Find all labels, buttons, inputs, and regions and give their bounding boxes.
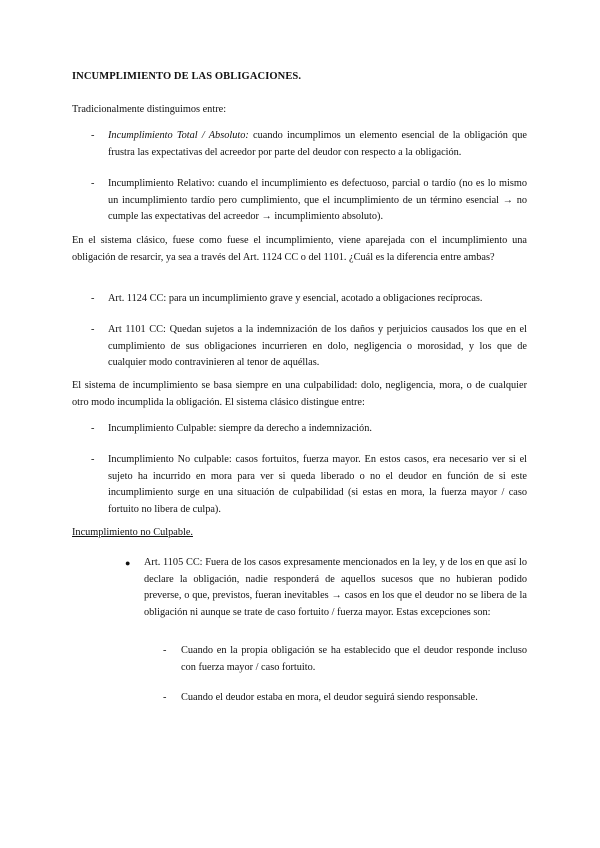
term-italic: Incumplimiento Total / Absoluto:	[108, 130, 249, 141]
classic-system-paragraph: En el sistema clásico, fuese como fuese el incumplimiento, viene aparejada con el incumplimiento una obligación de resarcir, ya sea a través del Art. 1124 CC o del 1101. ¿Cuál es la diferencia entre ambas?	[72, 235, 527, 263]
dash-marker: -	[91, 130, 95, 141]
dash-marker: -	[163, 645, 167, 656]
list-item-relative	[91, 176, 527, 226]
list-item-no-culpable	[91, 452, 527, 518]
list-item-text: Incumplimiento Relativo: cuando el incumplimiento es defectuoso, parcial o tardío (no es lo mismo un incumplimiento tardío pero cumplimiento, que el incumplimiento de un término esencial → no cumple las expectativas del acreedor → incumplimiento absoluto).	[108, 178, 527, 223]
list-item-text: Art. 1124 CC: para un incumplimiento grave y esencial, acotado a obligaciones recíprocas.	[108, 293, 483, 304]
dash-marker: -	[91, 293, 95, 304]
list-item-total	[91, 128, 527, 161]
dash-marker: -	[91, 324, 95, 335]
document-title: INCUMPLIMIENTO DE LAS OBLIGACIONES.	[72, 71, 302, 82]
dash-marker: -	[163, 692, 167, 703]
bullet-art-1105	[125, 555, 527, 621]
list-item-text: Incumplimiento Culpable: siempre da derecho a indemnización.	[108, 423, 372, 434]
exception-item	[163, 643, 527, 676]
exception-text: Cuando en la propia obligación se ha establecido que el deudor responde incluso con fuerza mayor / caso fortuito.	[181, 645, 527, 673]
section-heading: Incumplimiento no Culpable.	[72, 527, 193, 538]
list-item-art-1124	[91, 291, 527, 308]
culpability-paragraph: El sistema de incumplimiento se basa siempre en una culpabilidad: dolo, negligencia, mora, o de cualquier otro modo incumplida la obligación. El sistema clásico distingue entre:	[72, 380, 527, 408]
list-item-text: Incumplimiento No culpable: casos fortuitos, fuerza mayor. En estos casos, era necesario ver si el sujeto ha incurrido en mora para ver si queda liberado o no el deudor en función de si este incumplimiento surge en una situación de culpabilidad (si estas en mora, la fuerza mayor / caso fortuito no libera de culpa).	[108, 454, 527, 515]
intro-paragraph: Tradicionalmente distinguimos entre:	[72, 104, 227, 115]
list-item-art-1101	[91, 322, 527, 372]
bullet-text: Art. 1105 CC: Fuera de los casos expresamente mencionados en la ley, y de los en que así lo declare la obligación, nadie responderá de aquellos sucesos que no hubieran podido preverse, o que, previstos, fueran inevitables → casos en los que el deudor no se libera de la obligación ni aunque se trate de caso fortuito / fuerza mayor. Estas excepciones son:	[144, 557, 527, 618]
dash-marker: -	[91, 178, 95, 189]
dash-marker: -	[91, 423, 95, 434]
list-item-culpable	[91, 421, 527, 438]
list-item-text	[108, 128, 527, 161]
list-item-text: Art 1101 CC: Quedan sujetos a la indemnización de los daños y perjuicios causados los que en el cumplimiento de sus obligaciones incurrieren en dolo, negligencia o morosidad, y los que de cualquier modo contravinieren al tenor de aquéllas.	[108, 324, 527, 369]
term-definition: cuando incumplimos un elemento esencial de la obligación que frustra las expectativas del acreedor por parte del deudor con respecto a la obligación.	[108, 130, 527, 158]
exception-item	[163, 690, 527, 707]
bullet-dot-icon: ●	[125, 558, 131, 568]
exception-text: Cuando el deudor estaba en mora, el deudor seguirá siendo responsable.	[181, 692, 478, 703]
dash-marker: -	[91, 454, 95, 465]
